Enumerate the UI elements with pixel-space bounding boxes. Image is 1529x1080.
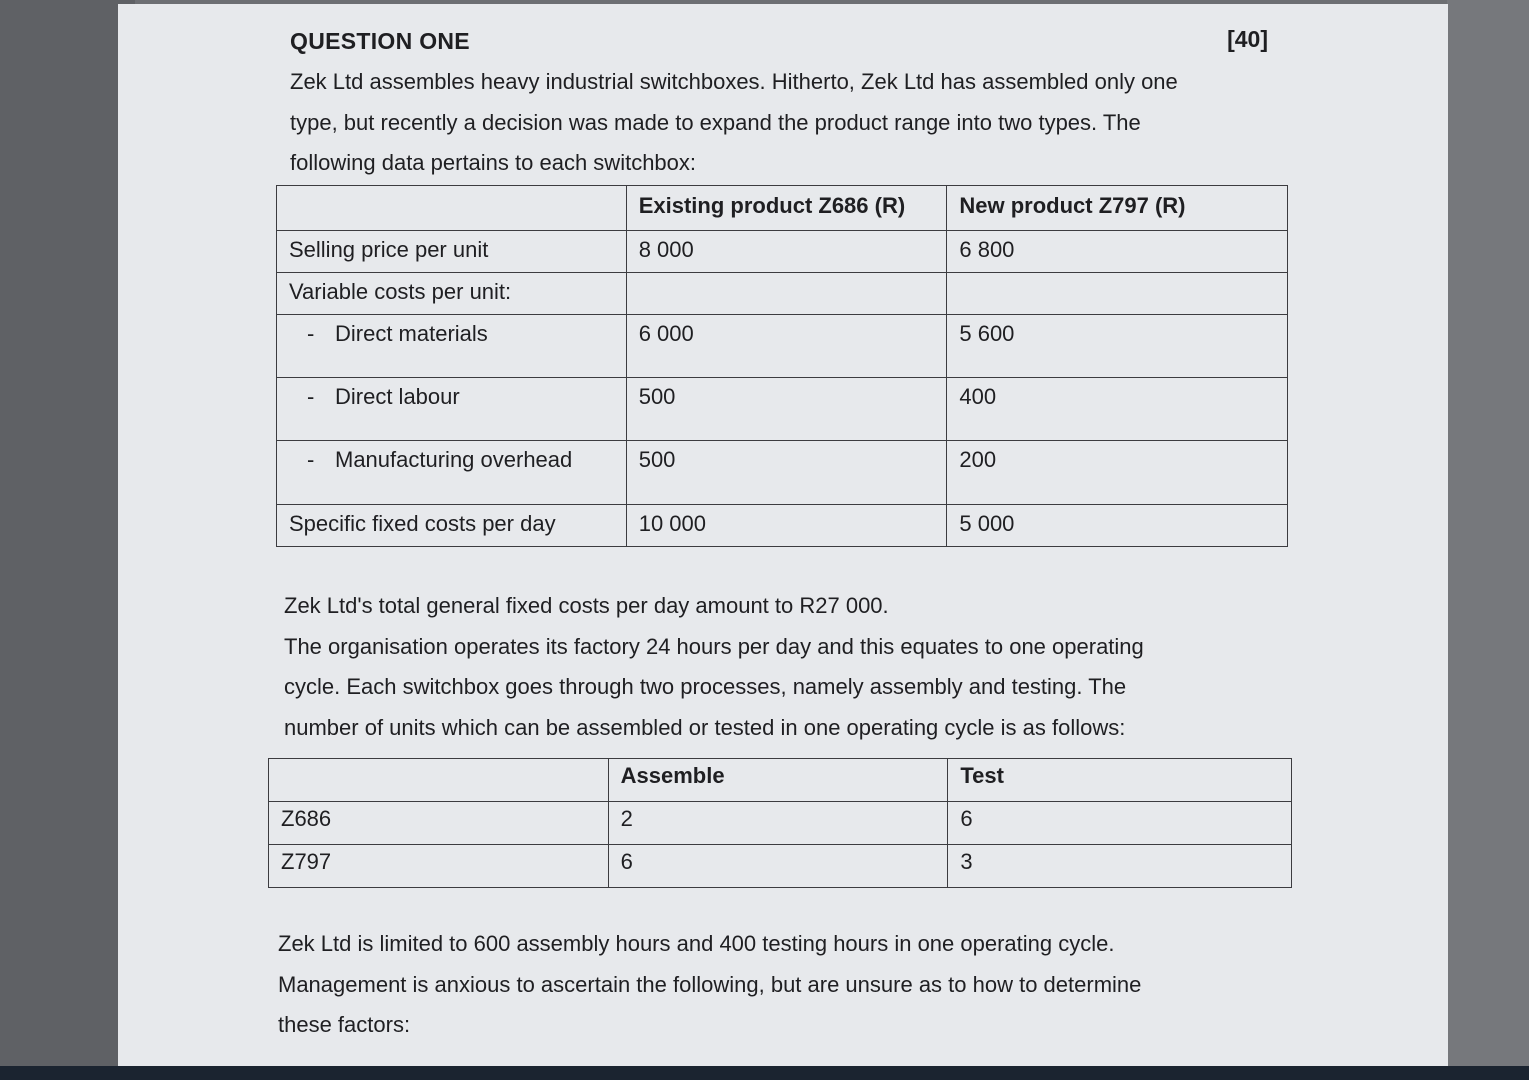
table-row: [277, 378, 1288, 441]
z797-value: 5 600: [947, 315, 1288, 378]
row-label-cell: [277, 273, 627, 315]
middle-line: The organisation operates its factory 24 hours per day and this equates to one operating: [284, 633, 1144, 659]
question-marks: [40]: [1227, 26, 1268, 52]
z797-value: [947, 273, 1288, 315]
table-row: [277, 273, 1288, 315]
z797-value: 400: [947, 378, 1288, 441]
table-row: [277, 315, 1288, 378]
intro-line: type, but recently a decision was made to expand the product range into two types. The: [290, 109, 1141, 135]
middle-line: Zek Ltd's total general fixed costs per day amount to R27 000.: [284, 593, 889, 618]
intro-line: Zek Ltd assembles heavy industrial switchboxes. Hitherto, Zek Ltd has assembled only one: [290, 69, 1178, 94]
test-value: 6: [948, 802, 1292, 845]
z686-value: 8 000: [626, 231, 947, 273]
product-cell: Z686: [269, 802, 609, 845]
header-cell-z686: Existing product Z686 (R): [626, 186, 947, 231]
header-cell: [269, 759, 609, 802]
row-label-cell: [277, 441, 627, 505]
intro-paragraph: [290, 62, 1178, 184]
closing-line: Zek Ltd is limited to 600 assembly hours and 400 testing hours in one operating cycle.: [278, 931, 1115, 956]
row-label: Variable costs per unit:: [289, 279, 512, 304]
header-cell-z797: New product Z797 (R): [947, 186, 1288, 231]
product-cell: Z797: [269, 845, 609, 888]
test-value: 3: [948, 845, 1292, 888]
row-label-cell: [277, 378, 627, 441]
z797-value: 5 000: [947, 505, 1288, 547]
row-label-cell: [277, 505, 627, 547]
monitor-bezel-right: [1447, 0, 1529, 1080]
assemble-value: 2: [608, 802, 948, 845]
monitor-bezel-left: [0, 0, 135, 1080]
product-cost-table: [276, 185, 1288, 547]
table-row: [277, 441, 1288, 505]
table-header-row: [277, 186, 1288, 231]
row-label-cell: [277, 315, 627, 378]
closing-line: Management is anxious to ascertain the following, but are unsure as to how to determine: [278, 971, 1142, 997]
table-row: [277, 505, 1288, 547]
z686-value: 10 000: [626, 505, 947, 547]
row-label: Direct materials: [335, 321, 488, 346]
question-title: QUESTION ONE: [290, 28, 470, 54]
list-dash: -: [307, 321, 315, 346]
question-heading: [290, 28, 1268, 58]
middle-line: cycle. Each switchbox goes through two processes, namely assembly and testing. The: [284, 674, 1127, 699]
assemble-value: 6: [608, 845, 948, 888]
list-dash: -: [307, 384, 315, 409]
middle-line: number of units which can be assembled or tested in one operating cycle is as follows:: [284, 714, 1126, 740]
intro-line: following data pertains to each switchbox:: [290, 150, 697, 175]
z686-value: 6 000: [626, 315, 947, 378]
middle-paragraph: [284, 586, 1144, 748]
table-header-row: [269, 759, 1292, 802]
z797-value: 200: [947, 441, 1288, 505]
table-row: [277, 231, 1288, 273]
z797-value: 6 800: [947, 231, 1288, 273]
process-capacity-table: [268, 758, 1292, 888]
header-cell-assemble: Assemble: [608, 759, 948, 802]
header-cell: [277, 186, 627, 231]
z686-value: [626, 273, 947, 315]
closing-paragraph: [278, 924, 1141, 1046]
table-row: [269, 845, 1292, 888]
z686-value: 500: [626, 441, 947, 505]
document-page: [118, 4, 1448, 1066]
row-label-cell: [277, 231, 627, 273]
row-label: Direct labour: [335, 384, 460, 409]
table-row: [269, 802, 1292, 845]
row-label: Manufacturing overhead: [335, 447, 573, 472]
z686-value: 500: [626, 378, 947, 441]
closing-line: these factors:: [278, 1012, 411, 1037]
list-dash: -: [307, 447, 315, 472]
screen-bottom-edge: [0, 1066, 1529, 1080]
header-cell-test: Test: [948, 759, 1292, 802]
row-label: Specific fixed costs per day: [289, 511, 556, 536]
row-label: Selling price per unit: [289, 237, 489, 262]
